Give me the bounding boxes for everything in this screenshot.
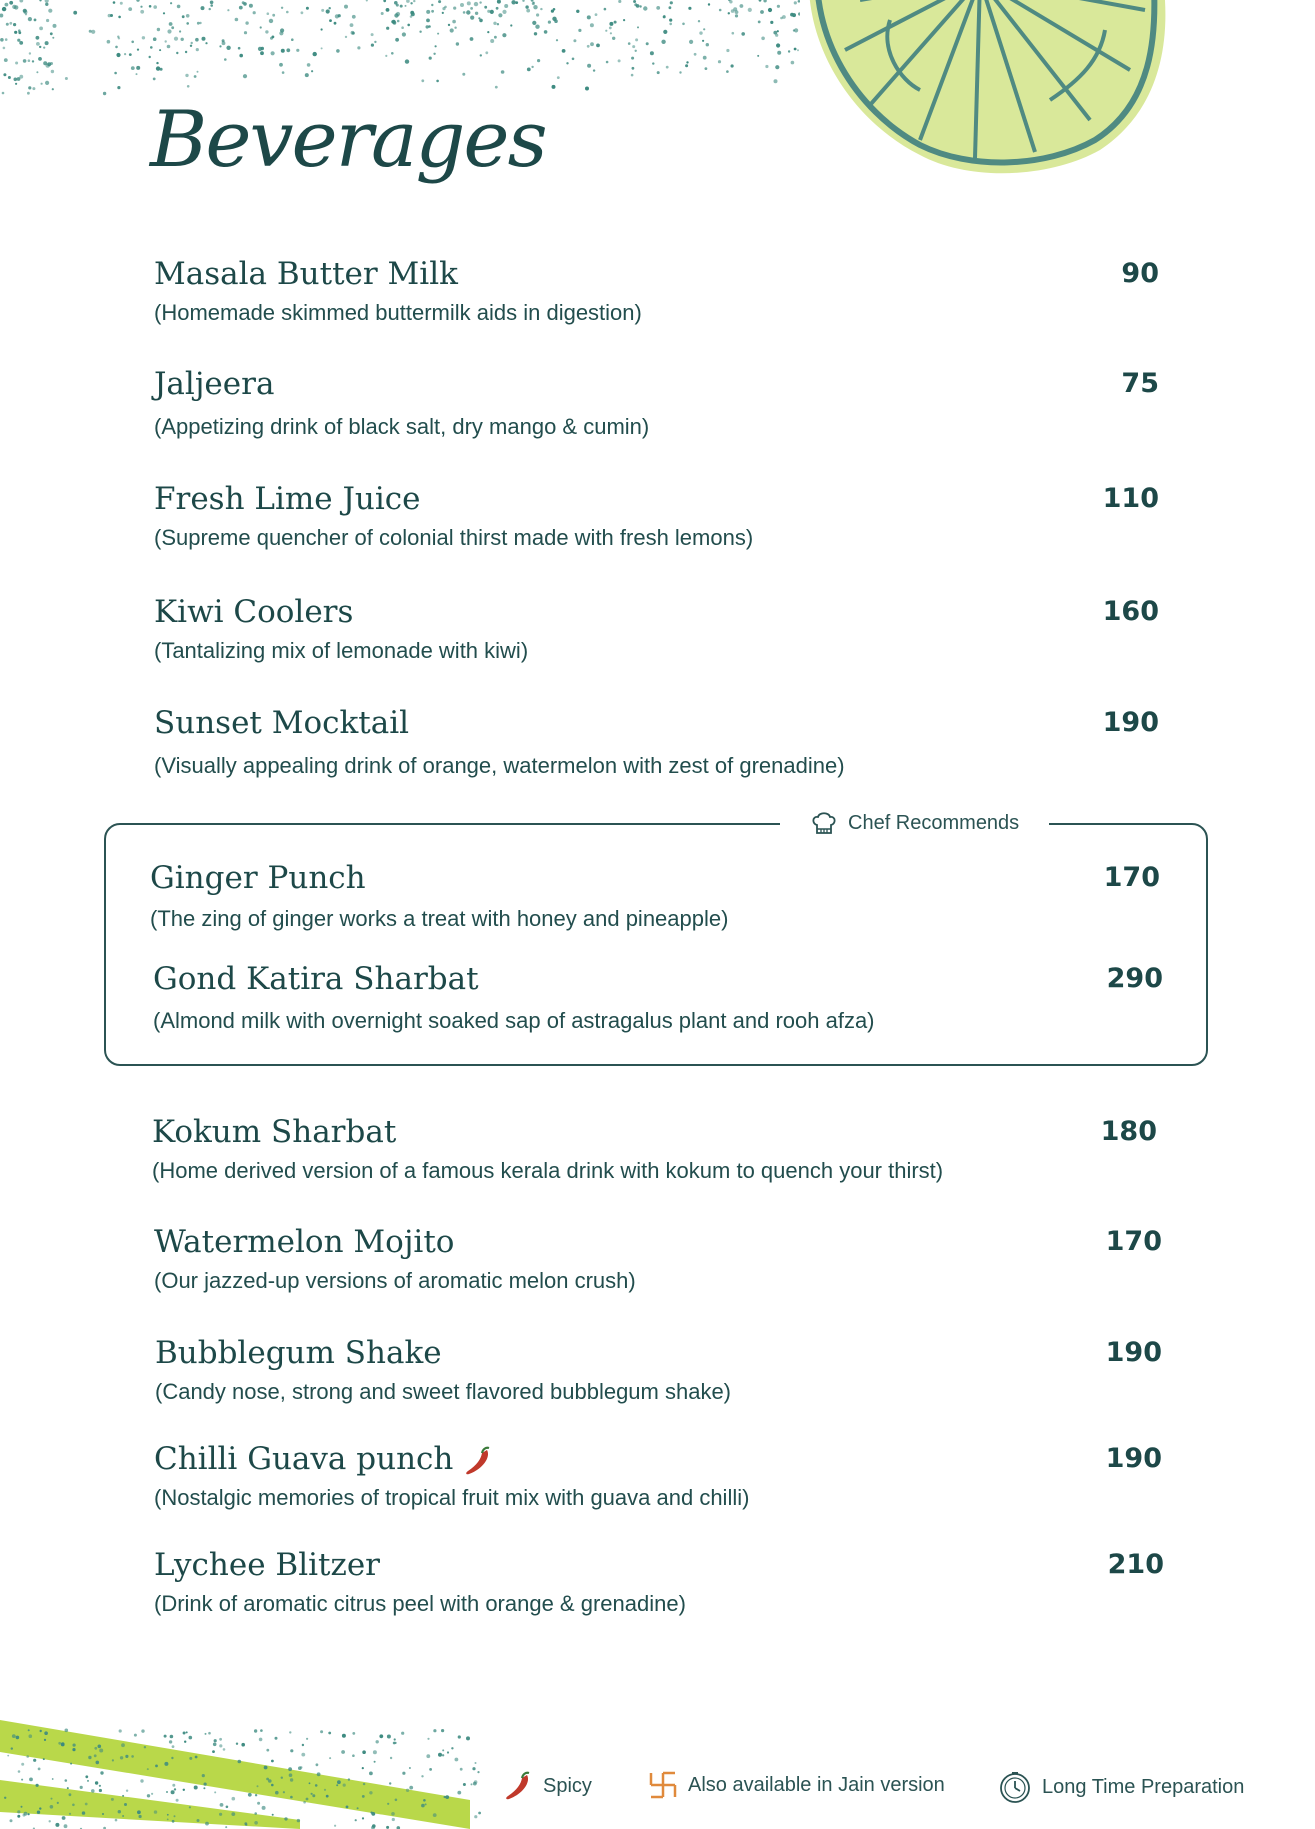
- legend-spicy: [503, 1770, 592, 1802]
- item-description: (Drink of aromatic citrus peel with orange & grenadine): [154, 1591, 686, 1616]
- item-name: Gond Katira Sharbat: [153, 961, 479, 997]
- item-description: (Visually appealing drink of orange, watermelon with zest of grenadine): [154, 753, 845, 778]
- item-price: 110: [1102, 483, 1159, 514]
- item-description: (Homemade skimmed buttermilk aids in digestion): [154, 300, 642, 325]
- item-description: (Tantalizing mix of lemonade with kiwi): [154, 638, 529, 663]
- item-name: Sunset Mocktail: [154, 705, 410, 741]
- swastika-icon: [648, 1770, 678, 1800]
- item-name: Chilli Guava punch: [154, 1441, 454, 1477]
- item-name: Masala Butter Milk: [154, 256, 458, 292]
- item-name: Kiwi Coolers: [154, 594, 354, 630]
- item-name: Ginger Punch: [150, 860, 366, 896]
- page-title: Beverages: [150, 95, 546, 185]
- item-description: (Almond milk with overnight soaked sap of astragalus plant and rooh afza): [153, 1008, 875, 1033]
- item-description: (Supreme quencher of colonial thirst made with fresh lemons): [154, 525, 754, 550]
- menu-item: [150, 860, 1160, 932]
- menu-item: [154, 481, 1159, 551]
- legend-long-prep-text: Long Time Preparation: [1042, 1775, 1245, 1798]
- menu-item: [154, 256, 1159, 326]
- item-price: 75: [1121, 368, 1159, 399]
- item-price: 90: [1121, 258, 1159, 289]
- chili-icon: [503, 1770, 533, 1802]
- menu-item: [154, 705, 1159, 779]
- item-description: (Appetizing drink of black salt, dry mango & cumin): [154, 414, 650, 439]
- item-description: (Nostalgic memories of tropical fruit mix with guava and chilli): [154, 1485, 750, 1510]
- item-name: Bubblegum Shake: [155, 1335, 442, 1371]
- menu-item: [153, 961, 1163, 1034]
- menu-item: [154, 366, 1159, 440]
- menu-item: [154, 594, 1159, 664]
- dotted-texture-top: [0, 0, 800, 100]
- menu-item: [154, 1441, 1162, 1511]
- item-description: (Home derived version of a famous kerala drink with kokum to quench your thirst): [152, 1158, 944, 1183]
- item-price: 160: [1102, 596, 1159, 627]
- item-name: Jaljeera: [154, 366, 275, 402]
- item-price: 190: [1102, 707, 1159, 738]
- lime-slice-illustration: [800, 0, 1180, 200]
- item-name: Kokum Sharbat: [152, 1114, 397, 1150]
- legend-long-prep: [998, 1770, 1244, 1804]
- timer-icon: [998, 1770, 1032, 1804]
- item-price: 210: [1107, 1549, 1164, 1580]
- chef-hat-icon: [810, 809, 838, 837]
- item-name: Fresh Lime Juice: [154, 481, 421, 517]
- item-name-row: [154, 1441, 1162, 1477]
- chef-recommends-label: [780, 808, 1049, 838]
- item-price: 180: [1100, 1116, 1157, 1147]
- item-description: (The zing of ginger works a treat with honey and pineapple): [150, 906, 729, 931]
- menu-item: [154, 1547, 1164, 1617]
- item-price: 190: [1105, 1443, 1162, 1474]
- chef-recommends-text: Chef Recommends: [848, 811, 1020, 834]
- item-price: 290: [1106, 963, 1163, 994]
- menu-item: [152, 1114, 1157, 1184]
- legend-spicy-text: Spicy: [543, 1774, 592, 1797]
- item-description: (Our jazzed-up versions of aromatic melon crush): [154, 1268, 636, 1293]
- chili-icon: [463, 1445, 493, 1477]
- item-name: Lychee Blitzer: [154, 1547, 380, 1583]
- item-description: (Candy nose, strong and sweet flavored bubblegum shake): [155, 1379, 732, 1404]
- lime-stripes-decoration: [0, 1700, 520, 1829]
- item-price: 190: [1105, 1337, 1162, 1368]
- menu-item: [155, 1335, 1162, 1405]
- item-price: 170: [1103, 862, 1160, 893]
- item-name: Watermelon Mojito: [154, 1224, 455, 1260]
- item-price: 170: [1105, 1226, 1162, 1257]
- menu-item: [154, 1224, 1162, 1294]
- legend-jain: [648, 1770, 945, 1800]
- legend-jain-text: Also available in Jain version: [688, 1773, 945, 1796]
